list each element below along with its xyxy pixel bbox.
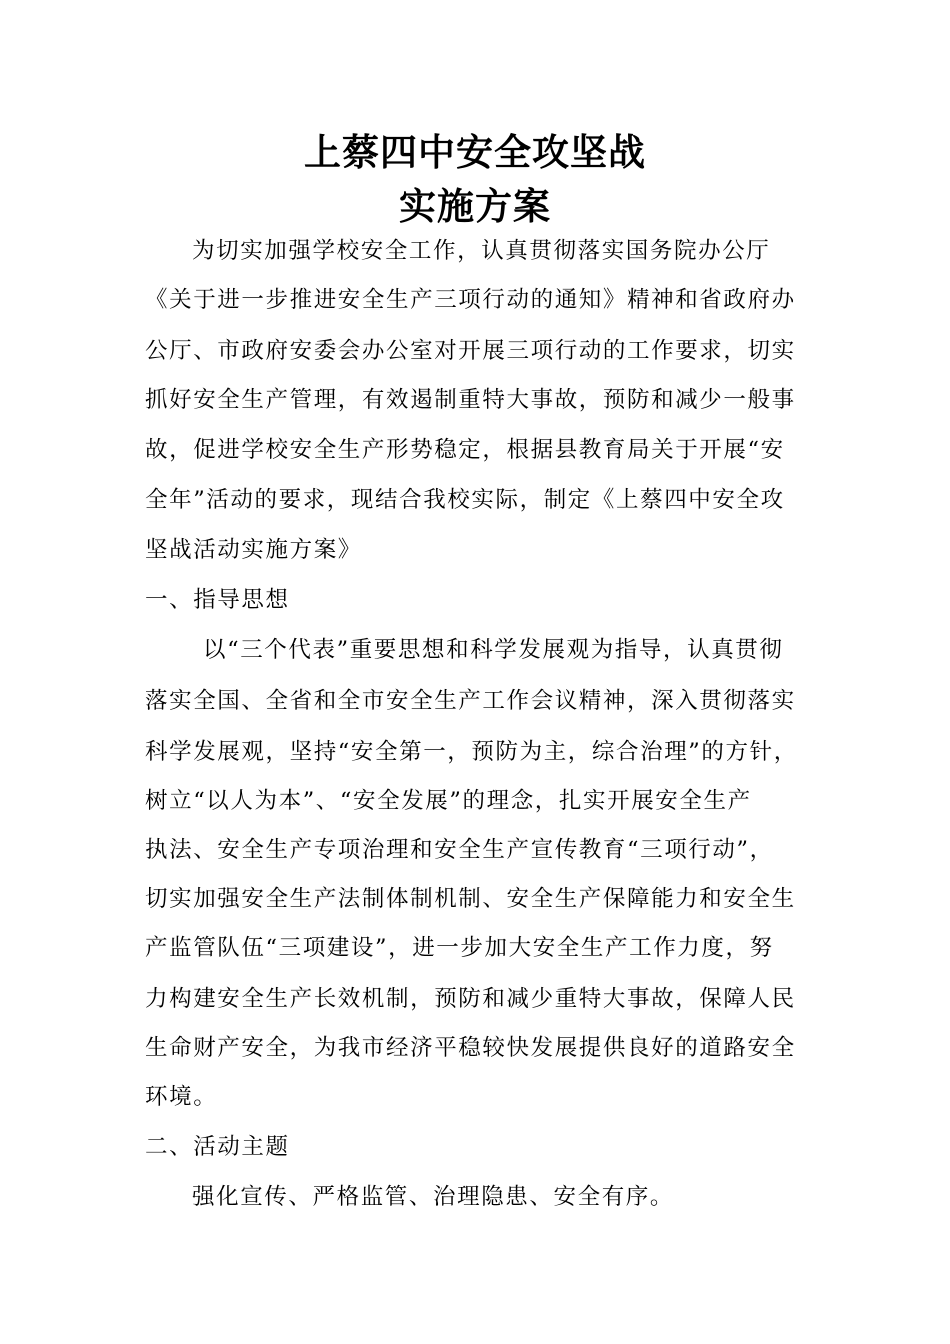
intro-paragraph-line: 抓好安全生产管理，有效遏制重特大事故，预防和减少一般事 bbox=[145, 387, 796, 413]
intro-paragraph-line: 《关于进一步推进安全生产三项行动的通知》精神和省政府办 bbox=[145, 287, 796, 313]
intro-paragraph-line: 坚战活动实施方案》 bbox=[145, 537, 362, 563]
guiding-paragraph-line: 科学发展观，坚持“安全第一，预防为主，综合治理”的方针， bbox=[145, 739, 798, 765]
guiding-paragraph-line: 环境。 bbox=[145, 1084, 218, 1110]
intro-paragraph-line: 故，促进学校安全生产形势稳定，根据县教育局关于开展“安 bbox=[145, 437, 785, 463]
guiding-paragraph-line: 落实全国、全省和全市安全生产工作会议精神，深入贯彻落实 bbox=[145, 688, 796, 714]
intro-paragraph-line: 全年”活动的要求，现结合我校实际，制定《上蔡四中安全攻 bbox=[145, 487, 785, 513]
intro-paragraph-line: 为切实加强学校安全工作，认真贯彻落实国务院办公厅 bbox=[192, 238, 771, 264]
document-title-line-2: 实施方案 bbox=[399, 184, 551, 228]
guiding-paragraph-line: 以“三个代表”重要思想和科学发展观为指导，认真贯彻 bbox=[203, 637, 784, 663]
section-heading-activity-theme: 二、活动主题 bbox=[145, 1134, 290, 1160]
guiding-paragraph-line: 产监管队伍“三项建设”，进一步加大安全生产工作力度，努 bbox=[145, 935, 774, 961]
theme-paragraph-line: 强化宣传、严格监管、治理隐患、安全有序。 bbox=[192, 1184, 675, 1210]
section-heading-guiding-ideology: 一、指导思想 bbox=[145, 587, 290, 613]
guiding-paragraph-line: 执法、安全生产专项治理和安全生产宣传教育“三项行动”， bbox=[145, 837, 774, 863]
guiding-paragraph-line: 切实加强安全生产法制体制机制、安全生产保障能力和安全生 bbox=[145, 886, 796, 912]
guiding-paragraph-line: 树立“以人为本”、“安全发展”的理念，扎实开展安全生产 bbox=[145, 788, 752, 814]
guiding-paragraph-line: 生命财产安全，为我市经济平稳较快发展提供良好的道路安全 bbox=[145, 1035, 796, 1061]
intro-paragraph-line: 公厅、市政府安委会办公室对开展三项行动的工作要求，切实 bbox=[145, 338, 796, 364]
document-title-line-1: 上蔡四中安全攻坚战 bbox=[304, 130, 646, 174]
guiding-paragraph-line: 力构建安全生产长效机制，预防和减少重特大事故，保障人民 bbox=[145, 986, 796, 1012]
